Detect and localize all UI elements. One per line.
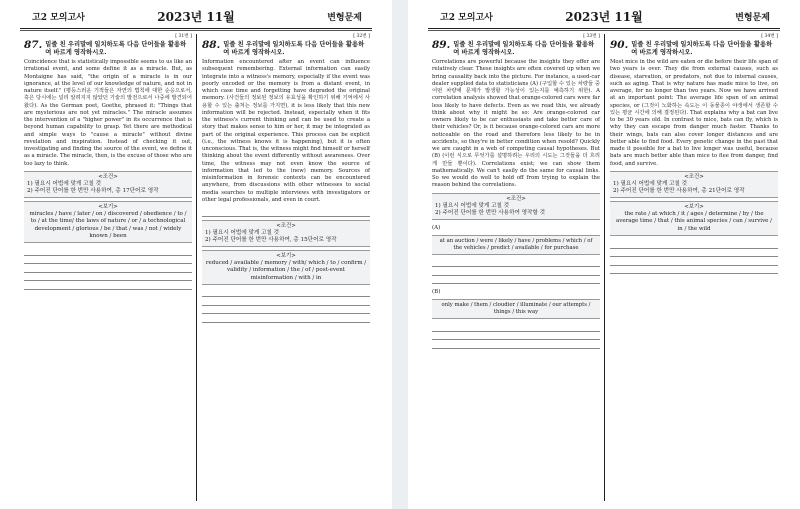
question-number: 87. <box>24 39 43 51</box>
question-heading <box>202 41 370 57</box>
condition-2: 2) 주어진 단어를 한 번만 사용하여, 총 21단어로 영작 <box>613 187 745 194</box>
page-header <box>20 8 372 29</box>
conditions-box <box>24 171 192 198</box>
exam-date: 2023년 11월 <box>157 10 235 24</box>
word-bank-box-a <box>432 235 600 255</box>
part-a-label: (A) <box>432 224 441 231</box>
condition-2: 2) 주어진 단어를 한 번만 사용하여, 총 15단어로 영작 <box>205 236 337 243</box>
question-number: 90. <box>610 39 629 51</box>
exam-name: 고2 모의고사 <box>32 13 85 23</box>
reading-passage: Coincidence that is statistically impossible seems to us like an irrational event, and some define it as a miracle. But, as Montaigne has said, "the origin of a miracle is in our ignorance, at the level of our knowledge of nature, and not in nature itself." (평등스러운 기적들은 자연의 법칙에 대한 순응으로서, 혹은 당시에는 널리 알려지지 않았던 기술의 발전으로서 나중에 발견되어 왔다). As the German poet, Goethe, phrased it: "Things that are mysterious are not yet miracles." The miracle assumes the intervention of a "higher power" in its occurrence that is beyond human capability to grasp. Yet there are methodical and simple ways to "cause a miracle" without divine revelation and inspiration. Instead of checking it out, investigating and finding the source of the event, we define it as a miracle. The miracle, then, is the excuse of those who are too lazy to think. <box>24 59 192 167</box>
answer-lines-b[interactable] <box>432 323 600 349</box>
spacer-lines <box>202 208 370 217</box>
reading-passage: Most mice in the wild are eaten or die before their life span of two years is over. They die from external causes, such as disease, starvation, or predators, not due to internal causes, such as aging. That is why nature has made mice to live, on average, for no longer than two years. Now we have arrived at an important point: The average life span of an animal species, or (그것이 노화하는 속도는 이 동물종이 야생에서 생존할 수 있는 평균 시간에 의해 결정된다). That explains why a bat can live to be 30 years old. In contrast to mice, bats can fly, which is why they can escape from danger much faster. Thanks to their wings, bats can also cover longer distances and are better able to find food. Every genetic change in the past that made it possible for a bat to live longer was useful, because bats are much better able than mice to flee from danger, find food, and survive. <box>610 59 778 167</box>
question-88 <box>202 34 370 323</box>
section-label: 변형문제 <box>327 13 362 23</box>
condition-2: 2) 주어진 단어를 한 번만 사용하여, 총 17단어로 영작 <box>27 187 159 194</box>
question-89 <box>432 34 600 349</box>
word-bank: reduced / available / memory / with/ which / to / confirm / validity / information / the / of / post-event misinformation / with / in <box>205 259 367 281</box>
word-bank: miracles / have / later / on / discovered / obedience / to / to / at the time/ the laws of nature / or / a technological development / glorious / be / that / was / not / widely known / been <box>29 211 187 240</box>
conditions-title: <조건> <box>684 173 704 180</box>
question-instruction: 밑줄 친 우리말에 일치하도록 다음 단어들을 활용하여 바르게 영작하시오. <box>631 41 773 56</box>
column-divider <box>604 34 605 501</box>
source-number: [ 34번 ] <box>761 34 778 39</box>
question-instruction: 밑줄 친 우리말에 일치하도록 다음 단어들을 활용하여 바르게 영작하시오. <box>223 41 365 56</box>
source-number: [ 31번 ] <box>175 34 192 39</box>
page-header <box>428 8 780 29</box>
question-87 <box>24 34 192 290</box>
word-bank-a: at an auction / were / likely / have / problems / which / of the vehicles / predict / available / for purchase <box>439 237 593 251</box>
source-number: [ 33번 ] <box>583 34 600 39</box>
word-bank-box-b <box>432 299 600 319</box>
conditions-box <box>610 171 778 198</box>
exam-name: 고2 모의고사 <box>440 13 493 23</box>
word-bank-box <box>24 201 192 243</box>
question-number: 89. <box>432 39 451 51</box>
section-label: 변형문제 <box>735 13 770 23</box>
word-bank-title: <보기> <box>684 204 704 211</box>
question-heading <box>24 41 192 57</box>
header-rule <box>428 30 780 31</box>
exam-date: 2023년 11월 <box>565 10 643 24</box>
answer-lines[interactable] <box>610 240 778 274</box>
word-bank-title: <보기> <box>98 204 118 211</box>
conditions-title: <조건> <box>506 195 526 202</box>
answer-lines[interactable] <box>24 247 192 290</box>
answer-lines[interactable] <box>202 289 370 323</box>
conditions-title: <조건> <box>276 222 296 229</box>
question-heading <box>610 41 778 57</box>
exam-page-left <box>0 0 392 509</box>
conditions-title: <조건> <box>98 173 118 180</box>
question-number: 88. <box>202 39 221 51</box>
condition-1: 1) 필요시 어법에 맞게 고칠 것 <box>205 229 280 236</box>
condition-1: 1) 필요시 어법에 맞게 고칠 것 <box>613 180 688 187</box>
word-bank: the rate / at which / it / ages / determine / by / the average time / that / this animal species / can / survive / in / the wild <box>615 211 773 232</box>
condition-2: 2) 주어진 단어를 한 번만 사용하여 영작할 것 <box>435 209 546 216</box>
reading-passage: Correlations are powerful because the insights they offer are relatively clear. These insights are often covered up when we bring causality back into the picture. For instance, a used-car dealer supplied data to statisticians (A) (구입할 수 있는 차량들 중 어떤 차량에 문제가 발생할 가능성이 있는지를 예측하기 위한). A correlation analysis showed that orange-colored cars were far less likely to have defects. Even as we read this, we already think about why it might be so: Are orange-colored car owners likely to be car enthusiasts and take better care of their vehicles? Or, is it because orange-colored cars are more noticeable on the road and therefore less likely to be in accidents, so they're in better condition when resold? Quickly we are caught in a web of competing causal hypotheses. But (B) (이런 식으로 무엇가를 설명하려는 우리의 시도는 그것들을 더 흐리게 만들 뿐이다). Correlations exist; we can show them mathematically. We can't easily do the same for causal links. So we would do well to hold off from trying to explain the reason behind the correlations. <box>432 59 600 189</box>
word-bank-b: only make / them / cloudier / illuminate / our attempts / things / this way <box>441 302 591 316</box>
word-bank-box <box>202 250 370 285</box>
question-instruction: 밑줄 친 우리말에 일치하도록 다음 단어들을 활용하여 바르게 영작하시오. <box>45 41 187 56</box>
reading-passage: Information encountered after an event can influence subsequent remembering. External information can easily integrate into a witness's memory, especially if the event was poorly encoded or the memory is from a distant event, in which case time and forgetting have degraded the original memory. (사건들의 정보된 정보의 유효성을 확인하기 위해 기억에서 사용할 수 있는 출처는 정보를 가지면), it is less likely that this new information will be rejected. Instead, especially when it fits the witness's current thinking and can be used to create a story that makes sense to him or her, it may be integrated as part of the original experience. This process can be explicit (i.e., the witness knows it is happening), but it is often unconscious. That is, the witness might find himself or herself thinking about the event differently without awareness. Over time, the witness may not even know the source of information that led to the (new) memory. Sources of misinformation in forensic contexts can be encountered anywhere, from discussions with other witnesses to social media searches to multiple interviews with investigators or other legal professionals, and even in court. <box>202 59 370 203</box>
conditions-box <box>432 193 600 220</box>
condition-1: 1) 필요시 어법에 맞게 고칠 것 <box>27 180 102 187</box>
question-90 <box>610 34 778 274</box>
question-instruction: 밑줄 친 우리말에 일치하도록 다음 단어들을 활용하여 바르게 영작하시오. <box>453 41 595 56</box>
column-divider <box>196 34 197 501</box>
exam-page-right <box>408 0 800 509</box>
part-b-label: (B) <box>432 289 441 296</box>
conditions-box <box>202 220 370 247</box>
answer-lines-a[interactable] <box>432 259 600 285</box>
condition-1: 1) 필요시 어법에 맞게 고칠 것 <box>435 202 510 209</box>
question-heading <box>432 41 600 57</box>
word-bank-box <box>610 201 778 236</box>
header-rule <box>20 30 372 31</box>
source-number: [ 32번 ] <box>353 34 370 39</box>
word-bank-title: <보기> <box>276 252 296 259</box>
